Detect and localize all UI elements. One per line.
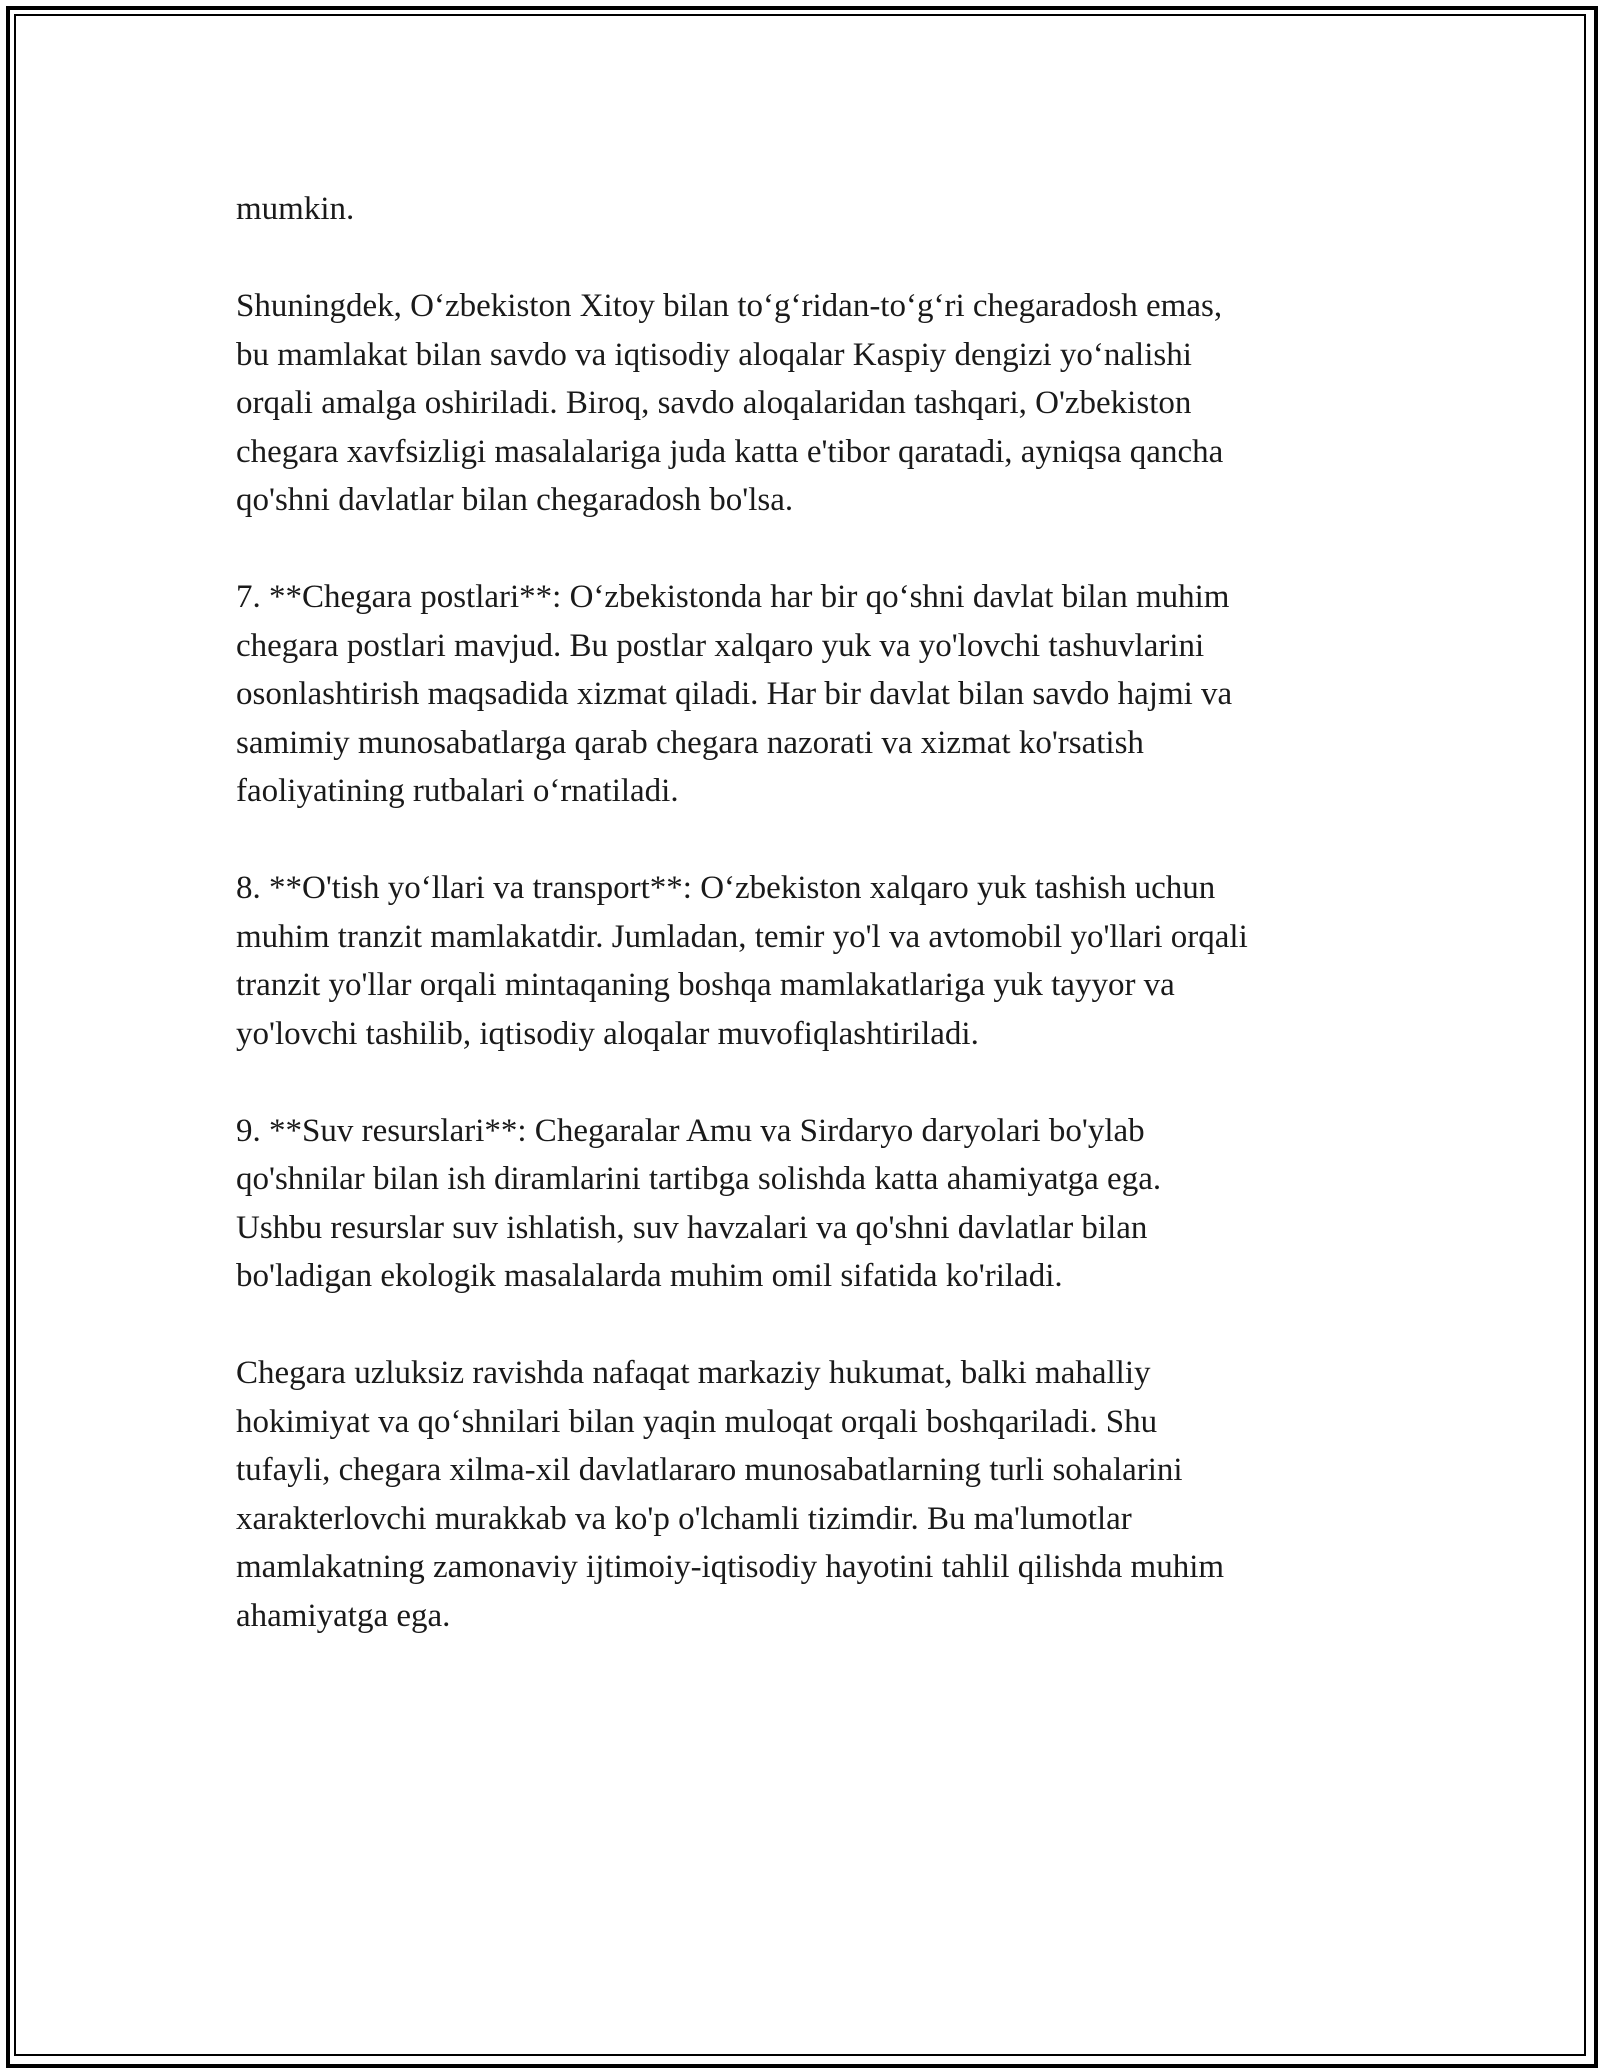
text-line: qo'shnilar bilan ish diramlarini tartibga solishda katta ahamiyatga ega.: [236, 1161, 1162, 1197]
paragraph-continuation: [236, 185, 1386, 234]
text-line: muhim tranzit mamlakatdir. Jumladan, temir yo'l va avtomobil yo'llari orqali: [236, 918, 1248, 955]
paragraph-water-resources: [236, 1107, 1386, 1301]
text-line: faoliyatining rutbalari o‘rnatiladi.: [236, 773, 679, 809]
text-line: mumkin.: [236, 191, 355, 227]
text-line: hokimiyat va qo‘shnilari bilan yaqin muloqat orqali boshqariladi. Shu: [236, 1403, 1158, 1440]
paragraph-conclusion: [236, 1349, 1386, 1640]
text-line: orqali amalga oshiriladi. Biroq, savdo aloqalaridan tashqari, O'zbekiston: [236, 385, 1192, 421]
paragraph-transit-routes: [236, 864, 1386, 1058]
text-line: yo'lovchi tashilib, iqtisodiy aloqalar muvofiqlashtiriladi.: [236, 1015, 979, 1052]
text-line: osonlashtirish maqsadida xizmat qiladi. Har bir davlat bilan savdo hajmi va: [236, 676, 1233, 712]
text-line: mamlakatning zamonaviy ijtimoiy-iqtisodiy hayotini tahlil qilishda muhim: [236, 1549, 1225, 1585]
text-line: bu mamlakat bilan savdo va iqtisodiy aloqalar Kaspiy dengizi yo‘nalishi: [236, 336, 1192, 373]
text-line: 9. **Suv resurslari**: Chegaralar Amu va Sirdaryo daryolari bo'ylab: [236, 1112, 1145, 1149]
text-line: bo'ladigan ekologik masalalarda muhim omil sifatida ko'riladi.: [236, 1258, 1063, 1294]
text-line: 8. **O'tish yo‘llari va transport**: O‘zbekiston xalqaro yuk tashish uchun: [236, 870, 1216, 906]
paragraph-china-border: [236, 282, 1386, 525]
text-line: chegara postlari mavjud. Bu postlar xalqaro yuk va yo'lovchi tashuvlarini: [236, 627, 1205, 664]
text-line: xarakterlovchi murakkab va ko'p o'lchamli tizimdir. Bu ma'lumotlar: [236, 1500, 1132, 1537]
text-line: Ushbu resurslar suv ishlatish, suv havzalari va qo'shni davlatlar bilan: [236, 1209, 1148, 1246]
text-line: ahamiyatga ega.: [236, 1597, 451, 1634]
text-line: tranzit yo'llar orqali mintaqaning boshqa mamlakatlariga yuk tayyor va: [236, 967, 1175, 1003]
text-line: chegara xavfsizligi masalalariga juda katta e'tibor qaratadi, ayniqsa qancha: [236, 433, 1224, 470]
text-line: 7. **Chegara postlari**: O‘zbekistonda har bir qo‘shni davlat bilan muhim: [236, 579, 1230, 615]
text-line: tufayli, chegara xilma-xil davlatlararo munosabatlarning turli sohalarini: [236, 1452, 1183, 1488]
text-line: Shuningdek, O‘zbekiston Xitoy bilan to‘g‘ridan-to‘g‘ri chegaradosh emas,: [236, 288, 1223, 324]
text-line: Chegara uzluksiz ravishda nafaqat markaziy hukumat, balki mahalliy: [236, 1355, 1151, 1391]
document-body: [236, 185, 1386, 1689]
paragraph-border-posts: [236, 573, 1386, 816]
text-line: samimiy munosabatlarga qarab chegara nazorati va xizmat ko'rsatish: [236, 724, 1144, 761]
text-line: qo'shni davlatlar bilan chegaradosh bo'lsa.: [236, 482, 794, 518]
